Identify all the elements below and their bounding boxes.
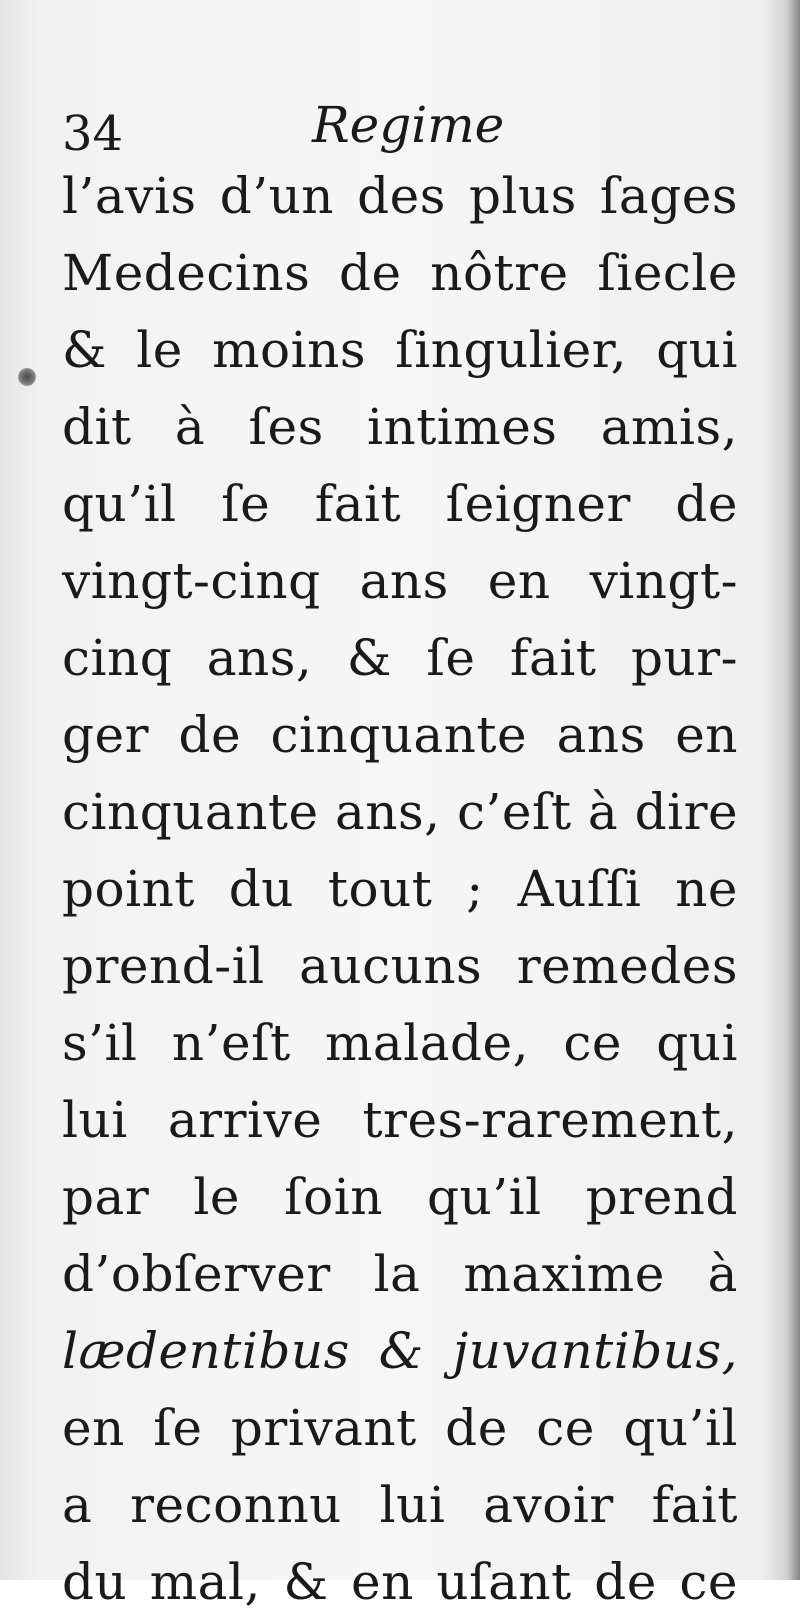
running-head: Regime [312, 96, 505, 154]
text-line: vingt-cinq ans en vingt- [62, 552, 738, 610]
text-line: qu’il ſe fait ſeigner de [62, 475, 738, 533]
text-line: & le moins ſingulier, qui [62, 321, 738, 379]
text-line: d’obſerver la maxime à [62, 1245, 738, 1303]
text-line: a reconnu lui avoir fait [62, 1476, 738, 1534]
text-line: par le ſoin qu’il prend [62, 1168, 738, 1226]
text-line: du mal, & en uſant de ce [62, 1553, 738, 1611]
text-line: s’il n’eſt malade, ce qui [62, 1014, 738, 1072]
page-edge-shadow [786, 0, 800, 1580]
page-number: 34 [62, 106, 124, 162]
text-line: l’avis d’un des plus ſages [62, 167, 738, 225]
text-line: Medecins de nôtre ſiecle [62, 244, 738, 302]
text-line: point du tout ; Auſſi ne [62, 860, 738, 918]
ink-blot [18, 368, 36, 386]
text-line-italic: lædentibus & juvantibus, [62, 1322, 738, 1380]
text-line: en ſe privant de ce qu’il [62, 1399, 738, 1457]
text-line: prend-il aucuns remedes [62, 937, 738, 995]
page-header [60, 96, 740, 162]
text-line: cinquante ans, c’eſt à dire [62, 783, 739, 841]
text-line: dit à ſes intimes amis, [62, 398, 738, 456]
text-line: ger de cinquante ans en [62, 706, 738, 764]
text-line: lui arrive tres-rarement, [62, 1091, 738, 1149]
body-text [62, 158, 738, 1621]
text-line: cinq ans, & ſe fait pur- [62, 629, 738, 687]
